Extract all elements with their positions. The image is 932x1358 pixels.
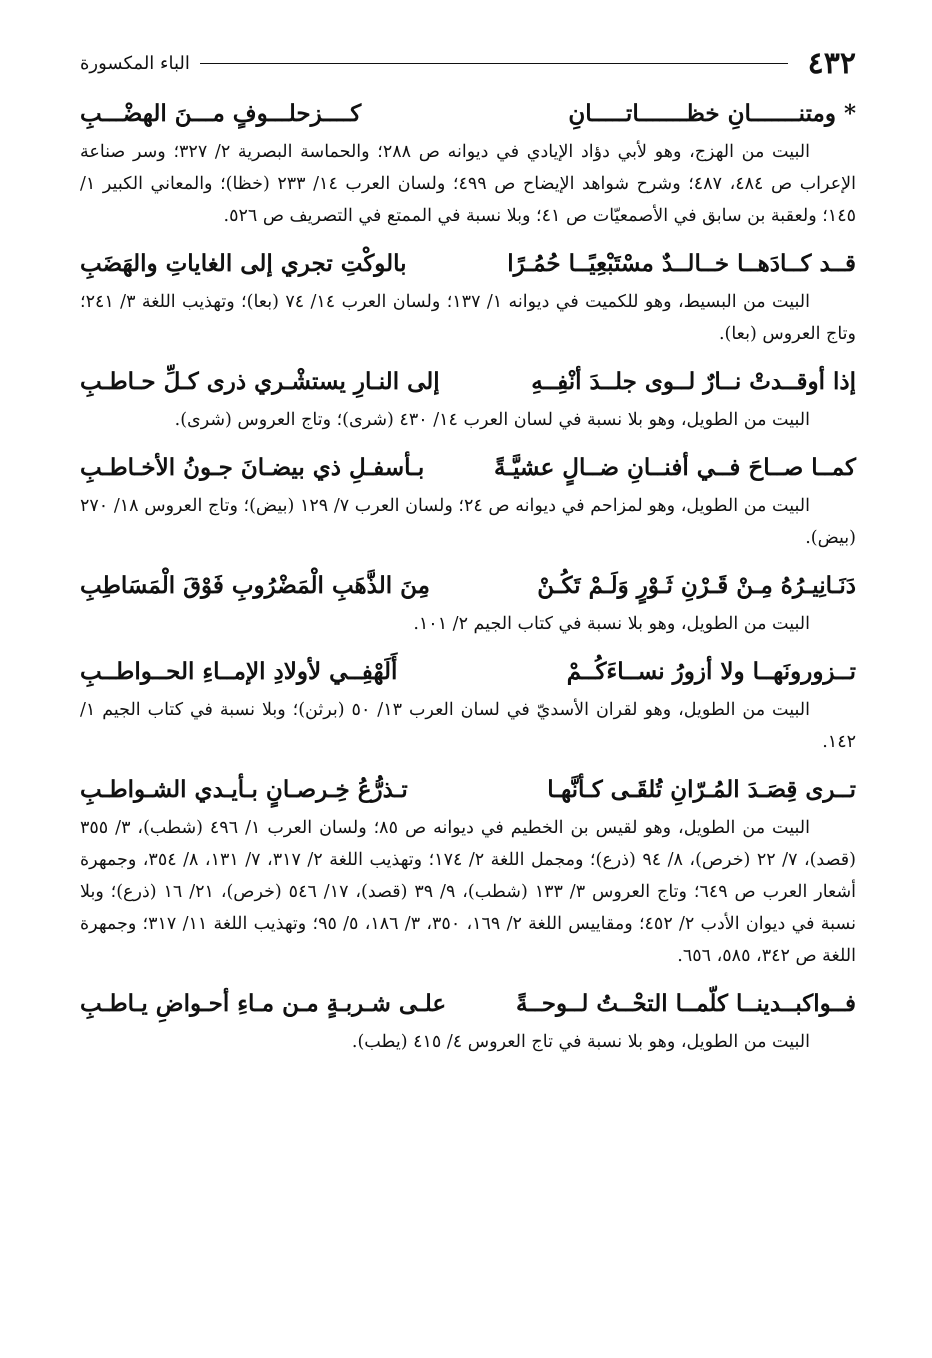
verse-line — [80, 768, 856, 812]
first-hemistich: إذا أوقــدتْ نــارٌ لــوى جلــدَ أنْفِــهِ — [531, 368, 856, 395]
verse-citation: البيت من البسيط، وهو للكميت في ديوانه ١/ ١٣٧؛ ولسان العرب ١٤/ ٧٤ (بعا)؛ وتهذيب اللغة ٣/ ٢٤١؛ وتاج العروس (بعا). — [80, 292, 856, 344]
second-hemistich: أَلَهْفِــي لأولادِ الإمــاءِ الحــواطــبِ — [80, 658, 398, 685]
second-hemistich: بـأسفـلِ ذي بيضـانَ جـونُ الأخـاطـبِ — [80, 454, 425, 481]
second-hemistich: بالوكْتِ تجري إلى الغاياتِ والهَضَبِ — [80, 250, 407, 277]
verse-entry — [80, 92, 856, 232]
page-number: ٤٣٢ — [807, 45, 856, 81]
verse-entry — [80, 242, 856, 350]
verse-citation: البيت من الطويل، وهو بلا نسبة في تاج العروس ٤/ ٤١٥ (يطب). — [351, 1032, 810, 1052]
verse-entries — [80, 92, 856, 1058]
verse-line — [80, 982, 856, 1026]
second-hemistich: مِنَ الذَّهَبِ الْمَضْرُوبِ فَوْقَ الْمَسَاطِبِ — [80, 572, 430, 599]
verse-line — [80, 360, 856, 404]
first-hemistich: دَنَـانِيـرُهُ مِـنْ قَـرْنِ ثَـوْرٍ وَلَـمْ تَكُـنْ — [537, 572, 856, 599]
first-hemistich: قــد كــادَهــا خــالــدٌ مسْتَبْعِيًــا حُمُـرًا — [507, 250, 856, 277]
verse-line — [80, 446, 856, 490]
verse-line — [80, 92, 856, 136]
first-hemistich: * ومتنـــــــانِ خظـــــــاتـــــانِ — [568, 100, 856, 127]
second-hemistich: تـذرُّعُ خِـرصـانٍ بـأيـدي الشـواطـبِ — [80, 776, 408, 803]
verse-entry — [80, 446, 856, 554]
first-hemistich: تــزورونَهــا ولا أزورُ نســاءَكُــمْ — [566, 658, 856, 685]
verse-entry — [80, 360, 856, 436]
verse-entry — [80, 982, 856, 1058]
first-hemistich: تــرى قِصَـدَ المُـرّانِ تُلقَـى كـأنَّهـا — [547, 776, 856, 803]
verse-citation: البيت من الطويل، وهو بلا نسبة في لسان العرب ١٤/ ٤٣٠ (شرى)؛ وتاج العروس (شرى). — [174, 410, 810, 430]
second-hemistich: كــــزحلـــوفٍ مـــنَ الهضْـــبِ — [80, 100, 362, 127]
header-rule — [200, 63, 788, 64]
verse-entry — [80, 564, 856, 640]
verse-line — [80, 564, 856, 608]
verse-entry — [80, 768, 856, 972]
verse-entry — [80, 650, 856, 758]
verse-citation: البيت من الطويل، وهو بلا نسبة في كتاب الجيم ٢/ ١٠١. — [413, 614, 810, 634]
verse-citation: البيت من الطويل، وهو لمزاحم في ديوانه ص ٢٤؛ ولسان العرب ٧/ ١٢٩ (بيض)؛ وتاج العروس ١٨/ ٢٧٠ (بيض). — [80, 496, 856, 548]
second-hemistich: إلى النـارِ يستشْـري ذرى كـلِّ حـاطـبِ — [80, 368, 440, 395]
verse-line — [80, 650, 856, 694]
running-title: الباء المكسورة — [80, 52, 190, 74]
page-header — [80, 40, 856, 86]
verse-citation: البيت من الطويل، وهو لقران الأسديّ في لسان العرب ١٣/ ٥٠ (برثن)؛ وبلا نسبة في كتاب الجيم ١/ ١٤٢. — [80, 700, 856, 752]
first-hemistich: فــواكبــدينــا كلّمــا التحْــتُ لــوحــةً — [515, 990, 856, 1017]
verse-line — [80, 242, 856, 286]
second-hemistich: علـى شـربـةٍ مـن مـاءِ أحـواضِ يـاطـبِ — [80, 990, 447, 1017]
verse-citation: البيت من الطويل، وهو لقيس بن الخطيم في ديوانه ص ٨٥؛ ولسان العرب ١/ ٤٩٦ (شطب)، ٣/ ٣٥٥ (قصد)، ٧/ ٢٢ (خرص)، ٨/ ٩٤ (ذرع)؛ ومجمل اللغة ٢/ ١٧٤؛ وتهذيب اللغة ٢/ ٣١٧، ٧/ ١٣١، ٨/ ٣٥٤، وجمهرة أشعار العرب ص ٦٤٩؛ وتاج العروس ٣/ ١٣٣ (شطب)، ٩/ ٣٩ (قصد)، ١٧/ ٥٤٦ (خرص)، ٢١/ ١٦ (ذرع)؛ وبلا نسبة في ديوان الأدب ٢/ ٤٥٢؛ ومقاييس اللغة ٢/ ١٦٩، ٣٥٠، ٣/ ١٨٦، ٥/ ٩٥؛ وتهذيب اللغة ١١/ ٣١٧؛ وجمهرة اللغة ص ٣٤٢، ٥٨٥، ٦٥٦. — [80, 818, 857, 966]
verse-citation: البيت من الهزج، وهو لأبي دؤاد الإيادي في ديوانه ص ٢٨٨؛ والحماسة البصرية ٢/ ٣٢٧؛ وسر صناعة الإعراب ص ٤٨٤، ٤٨٧؛ وشرح شواهد الإيضاح ص ٤٩٩؛ ولسان العرب ١٤/ ٢٣٣ (خظا)؛ والمعاني الكبير ١/ ١٤٥؛ ولعقبة بن سابق في الأصمعيّات ص ٤١؛ وبلا نسبة في الممتع في التصريف ص ٥٢٦. — [80, 142, 856, 226]
first-hemistich: كمــا صــاحَ فــي أفنــانِ ضــالٍ عشيَّـةً — [494, 454, 856, 481]
